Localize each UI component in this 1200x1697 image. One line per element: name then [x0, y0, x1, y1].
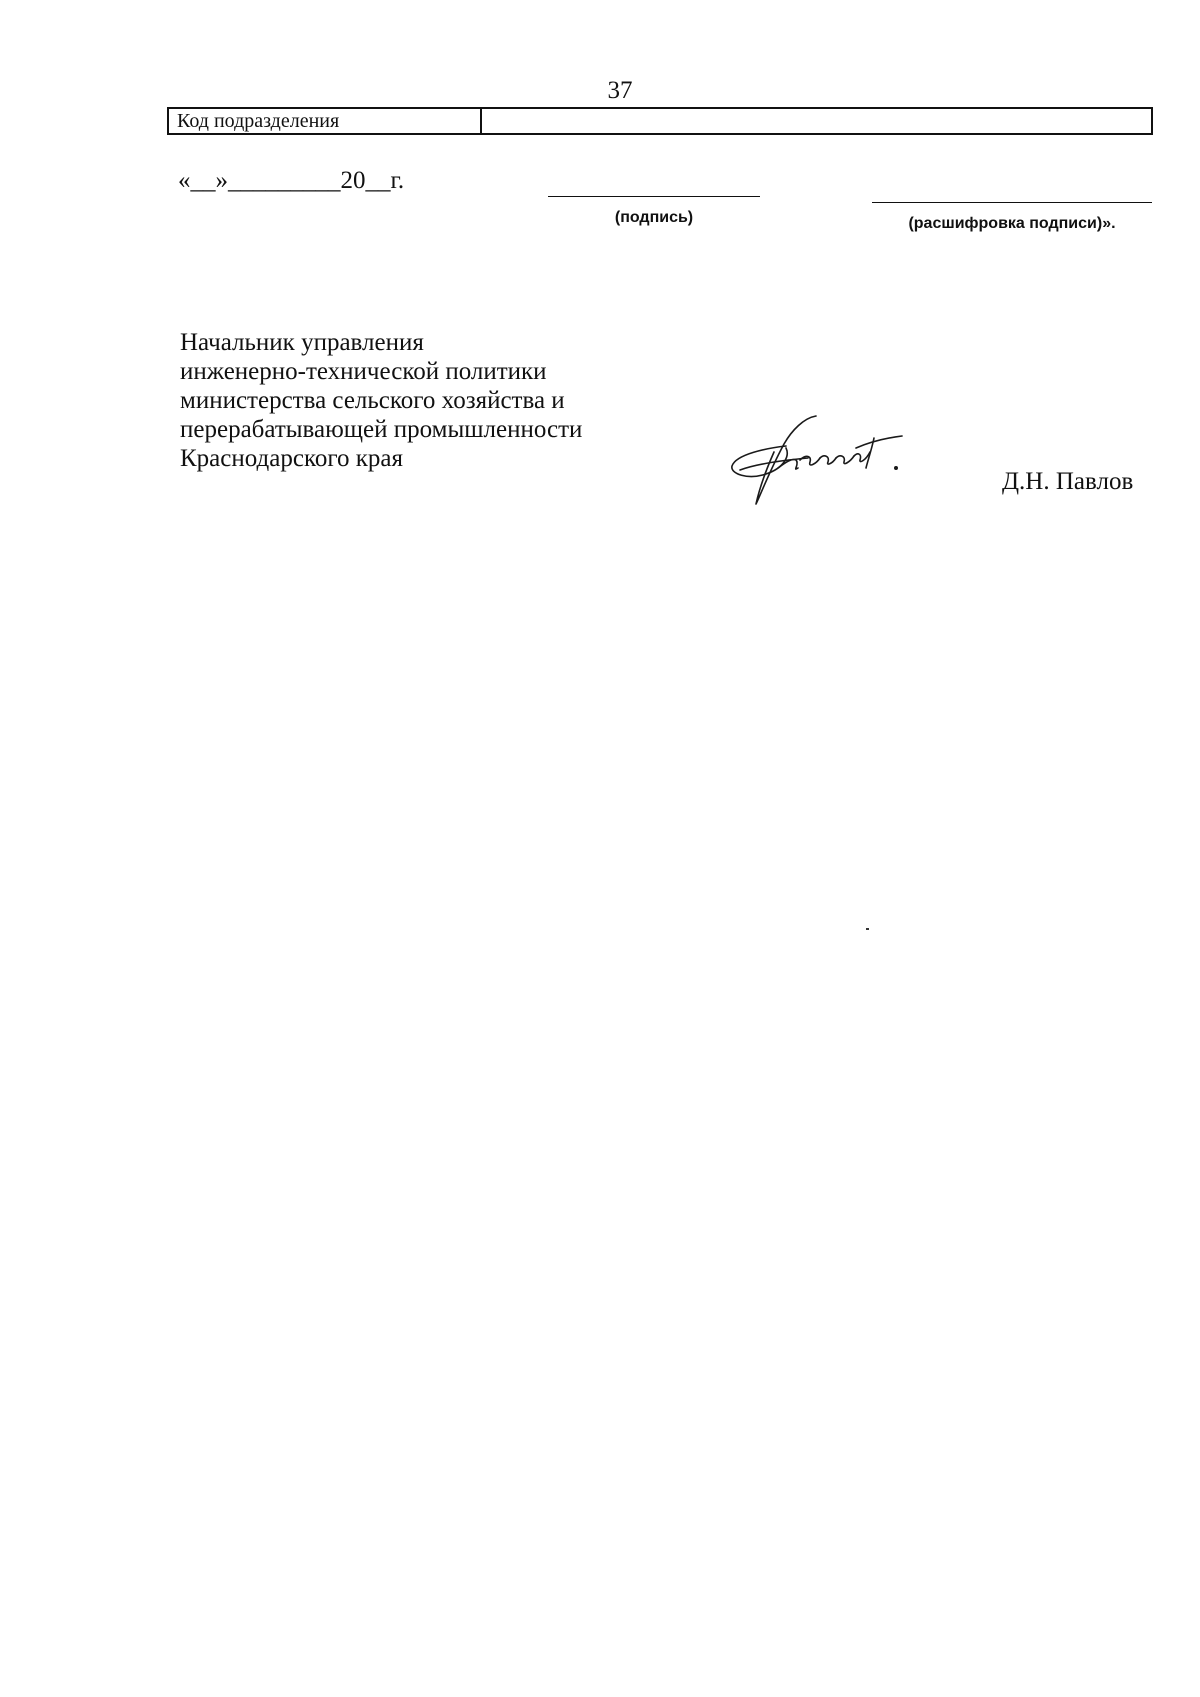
subdivision-code-table [167, 107, 1153, 135]
position-line: инженерно-технической политики [180, 358, 547, 385]
position-line: Начальник управления [180, 329, 424, 356]
page-number: 37 [607, 77, 633, 104]
position-line: министерства сельского хозяйства и [180, 387, 565, 414]
subdivision-code-label: Код подразделения [169, 109, 482, 133]
position-line: Краснодарского края [180, 445, 403, 472]
position-line: перерабатывающей промышленности [180, 416, 583, 443]
signature-caption: (подпись) [614, 209, 694, 226]
signatory-position [180, 328, 582, 473]
handwritten-signature [726, 408, 916, 508]
scan-artifact [866, 928, 869, 930]
signature-line [548, 196, 760, 197]
signature-decode-line [872, 202, 1152, 203]
signer-name: Д.Н. Павлов [1002, 468, 1134, 495]
date-field: «__»_________20__г. [178, 167, 405, 194]
signature-decode-caption: (расшифровка подписи)». [908, 215, 1116, 232]
subdivision-code-value [482, 109, 1151, 133]
